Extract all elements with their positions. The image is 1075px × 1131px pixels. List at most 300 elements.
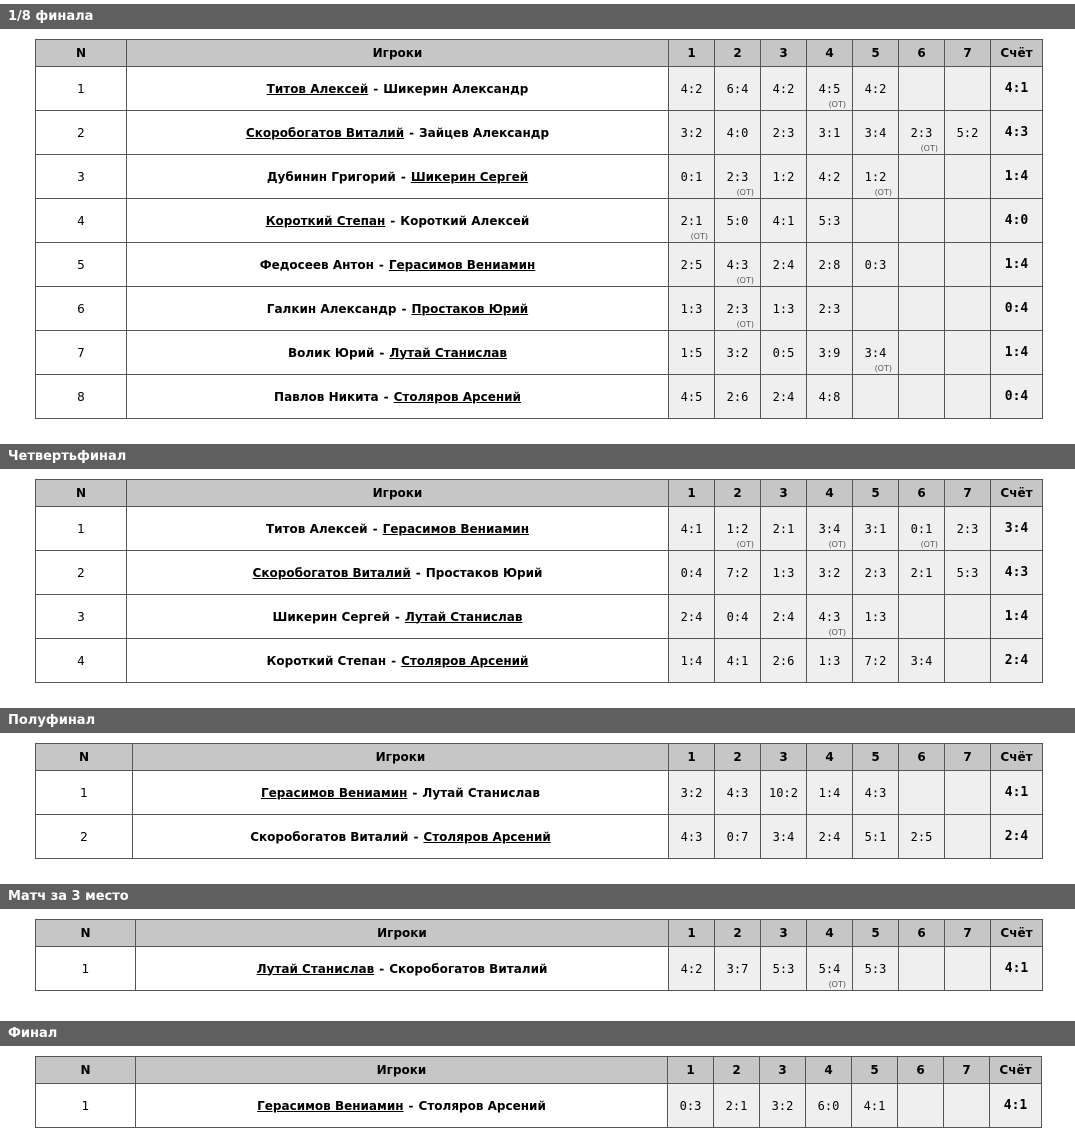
set-score-value: 2:4 (680, 609, 703, 624)
set-score (899, 287, 945, 331)
set-score-value: 4:1 (772, 213, 795, 228)
player-two-link[interactable]: Столяров Арсений (393, 389, 521, 404)
set-score (945, 67, 991, 111)
set-score-value: 3:2 (726, 345, 749, 360)
col-header-set: 6 (898, 1057, 944, 1084)
match-total-score: 4:1 (990, 1084, 1042, 1128)
set-score (853, 375, 899, 419)
set-score-value: 2:1 (725, 1098, 748, 1113)
set-score (761, 331, 807, 375)
set-score-value: 5:0 (726, 213, 749, 228)
player-separator: - (413, 829, 419, 844)
set-score (807, 507, 853, 551)
set-score (807, 947, 853, 991)
set-score (669, 67, 715, 111)
match-total-score: 0:4 (991, 287, 1043, 331)
set-score (761, 947, 807, 991)
set-score-value: 1:4 (818, 785, 841, 800)
player-separator: - (383, 389, 389, 404)
player-two-link[interactable]: Столяров Арсений (401, 653, 529, 668)
set-score (761, 815, 807, 859)
set-score (669, 287, 715, 331)
match-total-score: 1:4 (991, 595, 1043, 639)
set-score (669, 551, 715, 595)
col-header-set: 1 (668, 1057, 714, 1084)
col-header-n: N (36, 40, 127, 67)
set-score (899, 815, 945, 859)
set-score (669, 639, 715, 683)
set-score-value: 0:1 (680, 169, 703, 184)
col-header-set: 1 (669, 744, 715, 771)
player-one-link[interactable]: Титов Алексей (266, 81, 369, 96)
set-score (853, 639, 899, 683)
set-score (807, 243, 853, 287)
player-two-link[interactable]: Шикерин Александр (383, 81, 529, 96)
player-one-link[interactable]: Шикерин Сергей (272, 609, 390, 624)
overtime-marker: (ОТ) (920, 540, 938, 549)
set-score-value: 3:4 (772, 829, 795, 844)
col-header-set: 3 (761, 744, 807, 771)
set-score (945, 155, 991, 199)
set-score-value: 7:2 (864, 653, 887, 668)
match-number: 2 (36, 551, 127, 595)
set-score (853, 771, 899, 815)
col-header-set: 3 (761, 920, 807, 947)
match-row (36, 155, 1043, 199)
set-score (945, 947, 991, 991)
set-score-value: 4:1 (726, 653, 749, 668)
overtime-marker: (ОТ) (828, 628, 846, 637)
player-one-link[interactable]: Волик Юрий (288, 345, 375, 360)
set-score (945, 243, 991, 287)
col-header-total: Счёт (991, 744, 1043, 771)
set-score (853, 551, 899, 595)
set-score (853, 947, 899, 991)
set-score-value: 3:2 (818, 565, 841, 580)
set-score (899, 111, 945, 155)
match-number: 5 (36, 243, 127, 287)
match-number: 8 (36, 375, 127, 419)
set-score (669, 595, 715, 639)
overtime-marker: (ОТ) (828, 100, 846, 109)
set-score-value: 3:4 (864, 345, 887, 360)
set-score-value: 1:2 (772, 169, 795, 184)
col-header-n: N (36, 1057, 136, 1084)
player-one-link[interactable]: Герасимов Вениамин (261, 785, 408, 800)
set-score-value: 1:3 (818, 653, 841, 668)
col-header-set: 3 (761, 480, 807, 507)
set-score (944, 1084, 990, 1128)
overtime-marker: (ОТ) (690, 232, 708, 241)
set-score-value: 2:3 (726, 301, 749, 316)
player-two-link[interactable]: Лутай Станислав (404, 609, 523, 624)
player-separator: - (394, 609, 400, 624)
col-header-set: 1 (669, 480, 715, 507)
set-score (807, 287, 853, 331)
set-score-value: 4:3 (818, 609, 841, 624)
set-score (715, 331, 761, 375)
player-one-link[interactable]: Короткий Степан (265, 213, 386, 228)
player-separator: - (379, 345, 385, 360)
set-score-value: 2:3 (864, 565, 887, 580)
set-score (761, 67, 807, 111)
player-two-link[interactable]: Простаков Юрий (425, 565, 543, 580)
set-score-value: 2:8 (818, 257, 841, 272)
player-two-link[interactable]: Лутай Станислав (389, 345, 507, 360)
overtime-marker: (ОТ) (920, 144, 938, 153)
player-two-link[interactable]: Скоробогатов Виталий (389, 961, 548, 976)
set-score-value: 2:4 (772, 257, 795, 272)
set-score (761, 111, 807, 155)
set-score-value: 1:3 (864, 609, 887, 624)
set-score (806, 1084, 852, 1128)
set-score (807, 595, 853, 639)
overtime-marker: (ОТ) (874, 364, 892, 373)
match-players (127, 331, 669, 375)
col-header-set: 4 (807, 480, 853, 507)
match-total-score: 0:4 (991, 375, 1043, 419)
set-score-value: 4:2 (680, 961, 703, 976)
player-separator: - (391, 653, 397, 668)
set-score (761, 199, 807, 243)
player-one-link[interactable]: Лутай Станислав (256, 961, 375, 976)
match-number: 4 (36, 639, 127, 683)
player-one-link[interactable]: Герасимов Вениамин (257, 1098, 404, 1113)
player-separator: - (412, 785, 418, 800)
set-score (715, 815, 761, 859)
player-one-link[interactable]: Скоробогатов Виталий (252, 565, 411, 580)
set-score (715, 771, 761, 815)
set-score (853, 67, 899, 111)
set-score (761, 551, 807, 595)
match-players (127, 199, 669, 243)
set-score (761, 243, 807, 287)
match-players (127, 243, 669, 287)
col-header-total: Счёт (991, 40, 1043, 67)
set-score (669, 111, 715, 155)
col-header-set: 5 (853, 744, 899, 771)
set-score-value: 1:2 (864, 169, 887, 184)
col-header-n: N (36, 920, 136, 947)
set-score (715, 111, 761, 155)
set-score (669, 199, 715, 243)
overtime-marker: (ОТ) (828, 980, 846, 989)
set-score (669, 375, 715, 419)
set-score-value: 3:4 (864, 125, 887, 140)
match-number: 1 (36, 67, 127, 111)
set-score (945, 199, 991, 243)
set-score (807, 551, 853, 595)
col-header-set: 6 (899, 480, 945, 507)
set-score-value: 3:2 (680, 125, 703, 140)
set-score (899, 947, 945, 991)
set-score (899, 375, 945, 419)
set-score (715, 947, 761, 991)
col-header-set: 1 (669, 920, 715, 947)
set-score (899, 595, 945, 639)
set-score (807, 331, 853, 375)
set-score (899, 771, 945, 815)
match-number: 2 (36, 815, 133, 859)
match-row (36, 67, 1043, 111)
match-total-score: 4:1 (991, 771, 1043, 815)
set-score (899, 639, 945, 683)
set-score-value: 0:7 (726, 829, 749, 844)
round-title: Четвертьфинал (0, 444, 1075, 469)
match-players (127, 551, 669, 595)
overtime-marker: (ОТ) (874, 188, 892, 197)
set-score-value: 6:4 (726, 81, 749, 96)
player-two-link[interactable]: Шикерин Сергей (410, 169, 529, 184)
player-one-link[interactable]: Скоробогатов Виталий (245, 125, 405, 140)
player-separator: - (409, 125, 415, 140)
set-score-value: 6:0 (817, 1098, 840, 1113)
set-score-value: 0:4 (726, 609, 749, 624)
set-score-value: 3:1 (864, 521, 887, 536)
set-score (761, 507, 807, 551)
set-score (761, 595, 807, 639)
set-score-value: 5:4 (818, 961, 841, 976)
set-score (945, 595, 991, 639)
set-score (807, 111, 853, 155)
col-header-players: Игроки (136, 1057, 668, 1084)
match-row (36, 947, 1043, 991)
table-header-row (36, 920, 1043, 947)
player-separator: - (372, 521, 378, 536)
set-score-value: 7:2 (726, 565, 749, 580)
set-score-value: 4:3 (726, 257, 749, 272)
match-players (127, 67, 669, 111)
set-score (853, 815, 899, 859)
round-section (0, 884, 1075, 909)
match-players (127, 375, 669, 419)
col-header-set: 2 (715, 744, 761, 771)
overtime-marker: (ОТ) (736, 320, 754, 329)
table-header-row (36, 40, 1043, 67)
set-score (899, 243, 945, 287)
set-score-value: 0:5 (772, 345, 795, 360)
match-total-score: 2:4 (991, 639, 1043, 683)
player-two-link[interactable]: Столяров Арсений (423, 829, 551, 844)
player-two-link[interactable]: Столяров Арсений (418, 1098, 546, 1113)
match-players (136, 947, 669, 991)
set-score (669, 331, 715, 375)
set-score (899, 199, 945, 243)
set-score (807, 815, 853, 859)
set-score (898, 1084, 944, 1128)
set-score (945, 507, 991, 551)
match-row (36, 815, 1043, 859)
set-score (853, 243, 899, 287)
set-score (945, 815, 991, 859)
col-header-set: 3 (761, 40, 807, 67)
col-header-n: N (36, 480, 127, 507)
player-separator: - (415, 565, 421, 580)
col-header-set: 5 (853, 920, 899, 947)
set-score (853, 111, 899, 155)
col-header-total: Счёт (991, 480, 1043, 507)
match-total-score: 1:4 (991, 155, 1043, 199)
set-score (715, 155, 761, 199)
player-separator: - (373, 81, 379, 96)
set-score (669, 947, 715, 991)
set-score (715, 199, 761, 243)
match-number: 3 (36, 155, 127, 199)
set-score (899, 331, 945, 375)
match-row (36, 375, 1043, 419)
set-score-value: 3:1 (818, 125, 841, 140)
set-score (715, 551, 761, 595)
col-header-set: 5 (853, 480, 899, 507)
match-total-score: 4:1 (991, 947, 1043, 991)
col-header-set: 7 (944, 1057, 990, 1084)
match-total-score: 4:3 (991, 111, 1043, 155)
col-header-set: 4 (806, 1057, 852, 1084)
match-row (36, 771, 1043, 815)
set-score-value: 3:9 (818, 345, 841, 360)
match-total-score: 1:4 (991, 243, 1043, 287)
set-score-value: 4:2 (818, 169, 841, 184)
set-score (761, 639, 807, 683)
set-score (715, 243, 761, 287)
set-score-value: 2:3 (956, 521, 979, 536)
player-two-link[interactable]: Короткий Алексей (400, 213, 530, 228)
set-score-value: 4:1 (863, 1098, 886, 1113)
player-one-link[interactable]: Павлов Никита (274, 389, 379, 404)
set-score (807, 199, 853, 243)
set-score-value: 5:3 (956, 565, 979, 580)
set-score-value: 4:5 (680, 389, 703, 404)
set-score-value: 0:1 (910, 521, 933, 536)
set-score (807, 639, 853, 683)
match-players (127, 507, 669, 551)
player-one-link[interactable]: Титов Алексей (266, 521, 368, 536)
set-score-value: 5:1 (864, 829, 887, 844)
match-total-score: 3:4 (991, 507, 1043, 551)
match-number: 1 (36, 1084, 136, 1128)
set-score (899, 155, 945, 199)
set-score (853, 595, 899, 639)
overtime-marker: (ОТ) (828, 540, 846, 549)
set-score (899, 507, 945, 551)
set-score-value: 2:1 (680, 213, 703, 228)
set-score-value: 2:1 (772, 521, 795, 536)
set-score (945, 375, 991, 419)
match-players (127, 111, 669, 155)
match-total-score: 2:4 (991, 815, 1043, 859)
set-score (715, 67, 761, 111)
set-score-value: 3:2 (680, 785, 703, 800)
match-players (133, 771, 669, 815)
match-number: 6 (36, 287, 127, 331)
set-score-value: 1:5 (680, 345, 703, 360)
col-header-set: 7 (945, 744, 991, 771)
set-score (761, 155, 807, 199)
results-table (35, 919, 1043, 991)
player-separator: - (390, 213, 396, 228)
results-table (35, 743, 1043, 859)
set-score-value: 1:3 (680, 301, 703, 316)
set-score-value: 2:4 (772, 609, 795, 624)
player-two-link[interactable]: Лутай Станислав (422, 785, 540, 800)
match-number: 7 (36, 331, 127, 375)
player-one-link[interactable]: Дубинин Григорий (266, 169, 396, 184)
player-two-link[interactable]: Простаков Юрий (411, 301, 529, 316)
player-one-link[interactable]: Короткий Степан (266, 653, 387, 668)
match-row (36, 199, 1043, 243)
set-score-value: 0:4 (680, 565, 703, 580)
col-header-set: 7 (945, 40, 991, 67)
set-score-value: 2:6 (726, 389, 749, 404)
set-score-value: 2:1 (910, 565, 933, 580)
col-header-set: 4 (807, 920, 853, 947)
set-score (715, 595, 761, 639)
set-score-value: 4:5 (818, 81, 841, 96)
player-one-link[interactable]: Федосеев Антон (259, 257, 374, 272)
set-score (853, 507, 899, 551)
set-score-value: 3:4 (818, 521, 841, 536)
player-separator: - (379, 961, 385, 976)
player-separator: - (400, 169, 406, 184)
player-separator: - (378, 257, 384, 272)
round-section (0, 444, 1075, 469)
col-header-set: 6 (899, 744, 945, 771)
set-score-value: 2:3 (726, 169, 749, 184)
col-header-set: 2 (714, 1057, 760, 1084)
match-row (36, 331, 1043, 375)
match-total-score: 4:0 (991, 199, 1043, 243)
set-score-value: 2:3 (818, 301, 841, 316)
match-total-score: 4:3 (991, 551, 1043, 595)
set-score (853, 199, 899, 243)
match-players (127, 639, 669, 683)
match-number: 1 (36, 507, 127, 551)
match-total-score: 1:4 (991, 331, 1043, 375)
col-header-set: 4 (807, 40, 853, 67)
set-score (669, 507, 715, 551)
col-header-set: 4 (807, 744, 853, 771)
set-score (945, 287, 991, 331)
set-score (715, 507, 761, 551)
player-separator: - (408, 1098, 414, 1113)
col-header-total: Счёт (990, 1057, 1042, 1084)
player-two-link[interactable]: Герасимов Вениамин (388, 257, 536, 272)
set-score-value: 0:3 (679, 1098, 702, 1113)
col-header-set: 3 (760, 1057, 806, 1084)
player-two-link[interactable]: Герасимов Вениамин (382, 521, 529, 536)
round-title: Полуфинал (0, 708, 1075, 733)
player-separator: - (401, 301, 407, 316)
set-score-value: 2:4 (772, 389, 795, 404)
set-score (669, 243, 715, 287)
set-score (669, 815, 715, 859)
player-one-link[interactable]: Галкин Александр (266, 301, 397, 316)
set-score (853, 155, 899, 199)
set-score-value: 4:0 (726, 125, 749, 140)
match-row (36, 507, 1043, 551)
match-row (36, 639, 1043, 683)
match-number: 4 (36, 199, 127, 243)
overtime-marker: (ОТ) (736, 540, 754, 549)
set-score (668, 1084, 714, 1128)
player-two-link[interactable]: Зайцев Александр (419, 125, 550, 140)
col-header-set: 2 (715, 480, 761, 507)
set-score-value: 4:3 (680, 829, 703, 844)
col-header-players: Игроки (127, 40, 669, 67)
player-one-link[interactable]: Скоробогатов Виталий (250, 829, 409, 844)
set-score-value: 1:4 (680, 653, 703, 668)
round-section (0, 4, 1075, 29)
